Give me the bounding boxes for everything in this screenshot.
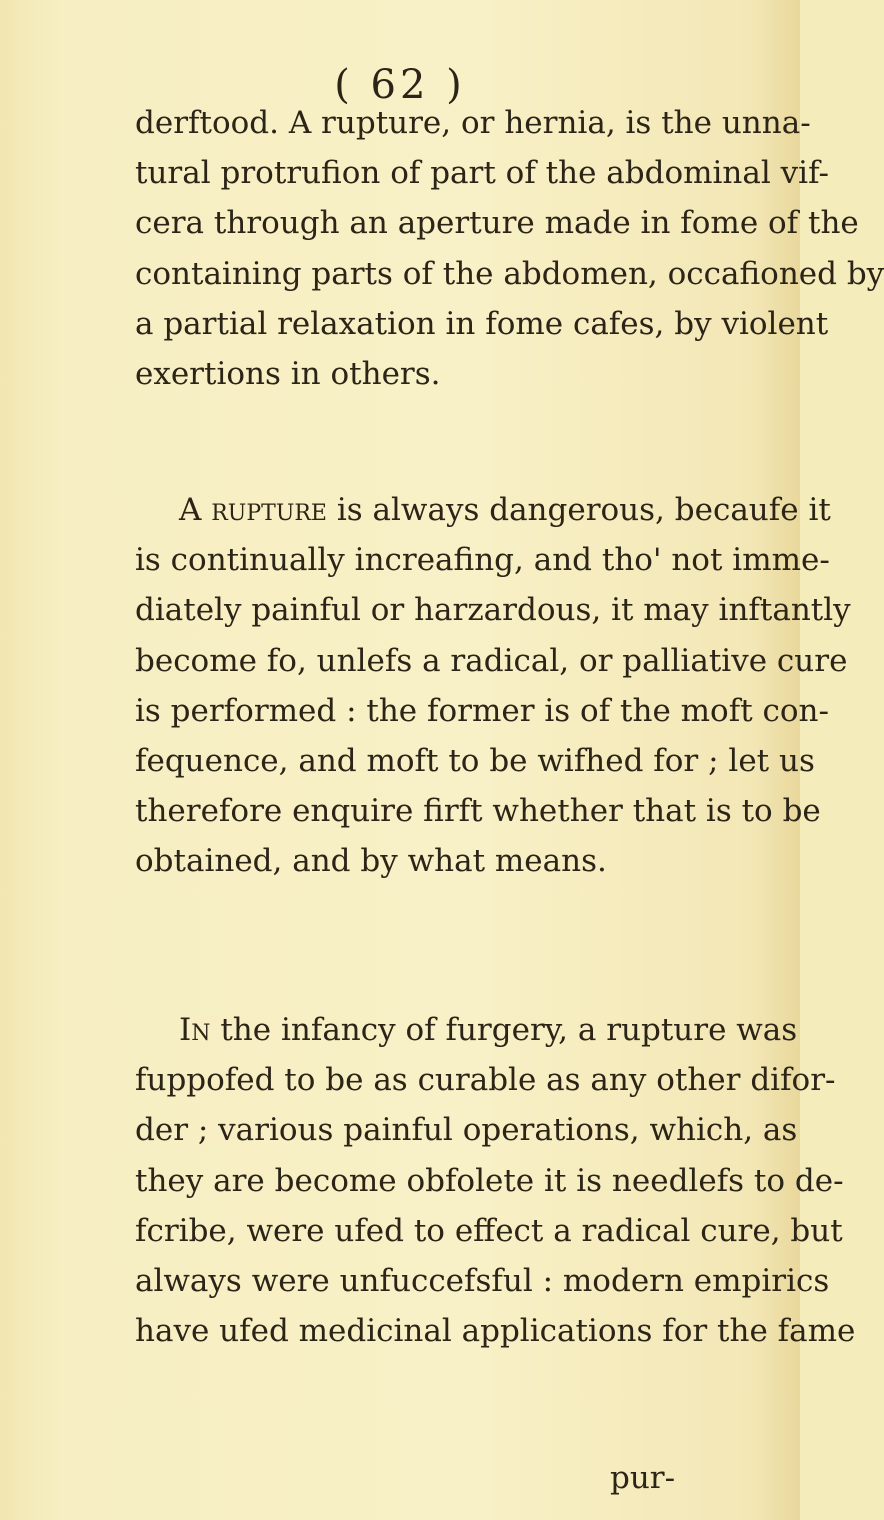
paragraph-lead-word: In xyxy=(179,1012,211,1048)
catchword: pur- xyxy=(610,1460,676,1496)
paragraph-lead-word: A rupture xyxy=(179,492,327,528)
text-line: diately painful or harzardous, it may inftantly xyxy=(135,592,851,629)
paragraph-first-line-rest: is always dangerous, becaufe it xyxy=(327,492,831,528)
text-line: obtained, and by what means. xyxy=(135,843,607,880)
text-line: have ufed medicinal applications for the fame xyxy=(135,1313,856,1350)
text-line: become fo, unlefs a radical, or palliative cure xyxy=(135,642,848,679)
text-line-first xyxy=(135,485,831,535)
paragraph-3 xyxy=(135,1005,856,1356)
text-line: containing parts of the abdomen, occafioned by xyxy=(135,255,884,292)
text-line: is performed : the former is of the moft con- xyxy=(135,692,829,729)
text-line: cera through an aperture made in fome of the xyxy=(135,205,859,242)
text-line: always were unfuccefsful : modern empirics xyxy=(135,1262,830,1299)
page-number: ( 62 ) xyxy=(334,62,466,108)
paragraph-first-line-rest: the infancy of furgery, a rupture was xyxy=(210,1012,798,1048)
text-line: is continually increafing, and tho' not imme- xyxy=(135,542,830,579)
text-line: fcribe, were ufed to effect a radical cure, but xyxy=(135,1212,843,1249)
text-line: they are become obfolete it is needlefs to de- xyxy=(135,1162,844,1199)
paragraph-1 xyxy=(135,98,884,399)
paragraph-2 xyxy=(135,485,851,887)
text-line: tural protrufion of part of the abdominal vif- xyxy=(135,155,829,192)
text-line: fequence, and moft to be wifhed for ; let us xyxy=(135,742,815,779)
text-line: a partial relaxation in fome cafes, by violent xyxy=(135,305,829,342)
text-line: derftood. A rupture, or hernia, is the unna- xyxy=(135,105,811,141)
text-line: therefore enquire firft whether that is to be xyxy=(135,793,821,830)
text-line: fuppofed to be as curable as any other difor- xyxy=(135,1062,836,1099)
text-line: der ; various painful operations, which, as xyxy=(135,1112,798,1149)
text-line-first xyxy=(135,1005,798,1055)
text-line: exertions in others. xyxy=(135,355,441,392)
